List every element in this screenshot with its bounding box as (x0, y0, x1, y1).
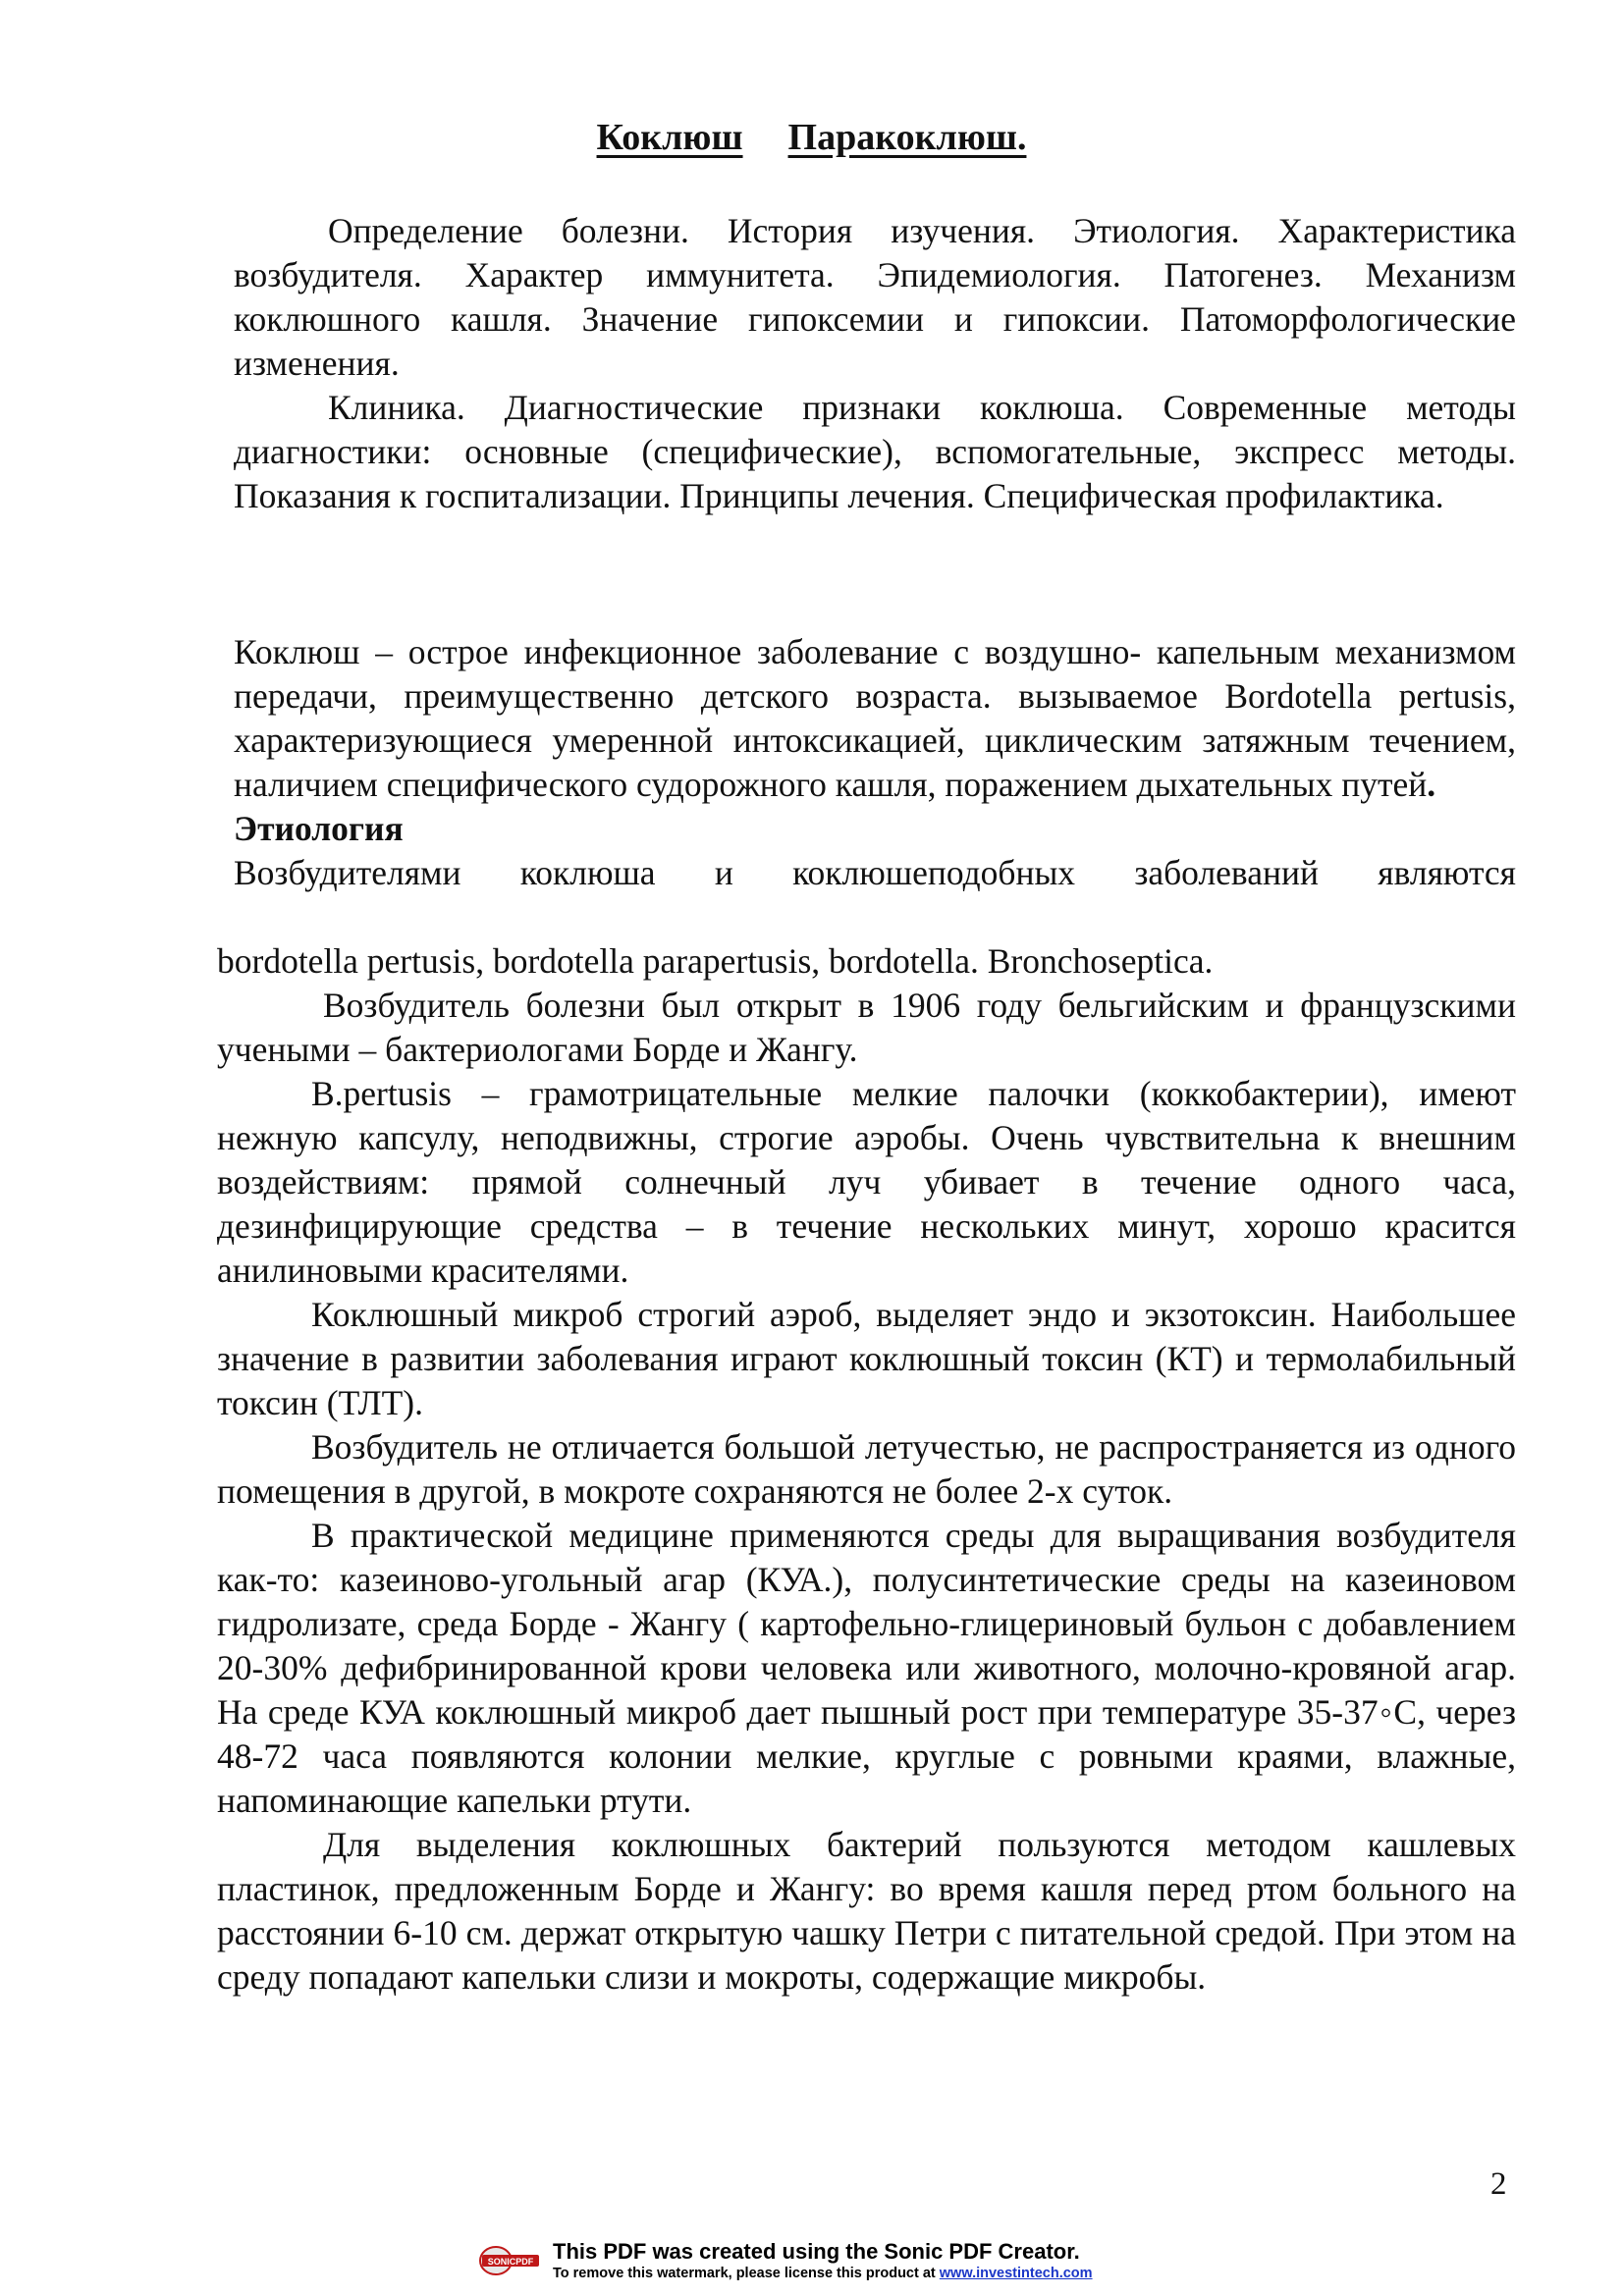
etiology-paragraph-6: В практической медицине применяются среды для выращивания возбудителя как-то: казеиново-угольный агар (КУА.), полусинтетические среды на казеиновом гидролизате, среда Борде - Жангу ( картофельно-глицериновый бульон с добавлением 20-30% дефибринированной крови человека или животного, молочно-кровяной агар. На среде КУА коклюшный микроб дает пышный рост при температуре 35-37◦С, через 48-72 часа появляются колонии мелкие, круглые с ровными краями, влажные, напоминающие капельки ртути. (217, 1516, 1516, 1820)
watermark-line-1: This PDF was created using the Sonic PDF Creator. (553, 2239, 1080, 2264)
etiology-paragraph-2: Возбудитель болезни был открыт в 1906 году бельгийским и французскими учеными – бактериологами Борде и Жангу. (217, 986, 1516, 1069)
etiology-paragraph-3: B.pertusis – грамотрицательные мелкие палочки (коккобактерии), имеют нежную капсулу, неподвижны, строгие аэробы. Очень чувствительна к внешним воздействиям: прямой солнечный луч убивает в течение одного часа, дезинфицирующие средства – в течение нескольких минут, хорошо красится анилиновыми красителями. (217, 1074, 1516, 1290)
page-number: 2 (1490, 2166, 1507, 2202)
etiology-paragraph-7: Для выделения коклюшных бактерий пользуются методом кашлевых пластинок, предложенным Борде и Жангу: во время кашля перед ртом больного на расстоянии 6-10 см. держат открытую чашку Петри с питательной средой. При этом на среду попадают капельки слизи и мокроты, содержащие микробы. (217, 1825, 1516, 1997)
title-part-1: Коклюш (596, 117, 743, 158)
definition-text: Коклюш – острое инфекционное заболевание с воздушно- капельным механизмом передачи, преимущественно детского возраста. вызываемое Bordotella pertusis, характеризующиеся умеренной интоксикацией, циклическим затяжным течением, наличием специфического судорожного кашля, поражением дыхательных путей (234, 632, 1516, 804)
definition-end: . (1427, 765, 1436, 804)
svg-text:SONICPDF: SONICPDF (487, 2257, 534, 2267)
etiology-heading: Этиология (234, 809, 404, 848)
program-paragraph-1: Определение болезни. История изучения. Этиология. Характеристика возбудителя. Характер иммунитета. Эпидемиология. Патогенез. Механизм коклюшного кашля. Значение гипоксемии и гипоксии. Патоморфологические изменения. (234, 211, 1516, 383)
watermark-line-2-prefix: To remove this watermark, please license this product at (553, 2266, 940, 2281)
watermark-link[interactable]: www.investintech.com (939, 2266, 1093, 2281)
definition-section (234, 630, 1516, 895)
etiology-paragraph-1a: Возбудителями коклюша и коклюшеподобных заболеваний являются (234, 853, 1516, 892)
etiology-paragraph-4: Коклюшный микроб строгий аэроб, выделяет эндо и экзотоксин. Наибольшее значение в развитии заболевания играют коклюшный токсин (КТ) и термолабильный токсин (ТЛТ). (217, 1295, 1516, 1422)
document-title (0, 116, 1623, 159)
sonic-pdf-logo-icon (478, 2245, 543, 2276)
program-paragraph-2: Клиника. Диагностические признаки коклюша. Современные методы диагностики: основные (специфические), вспомогательные, экспресс методы. Показания к госпитализации. Принципы лечения. Специфическая профилактика. (234, 388, 1516, 515)
watermark-line-2 (553, 2266, 1093, 2281)
program-section (234, 209, 1516, 518)
etiology-paragraph-5: Возбудитель не отличается большой летучестью, не распространяется из одного помещения в другой, в мокроте сохраняются не более 2-х суток. (217, 1427, 1516, 1511)
etiology-section (217, 939, 1516, 2000)
title-part-2: Паракоклюш. (787, 117, 1027, 158)
definition-paragraph (234, 630, 1516, 807)
etiology-paragraph-1b: bordotella pertusis, bordotella parapertusis, bordotella. Bronchoseptica. (217, 941, 1214, 981)
watermark-footer (478, 2239, 1165, 2288)
